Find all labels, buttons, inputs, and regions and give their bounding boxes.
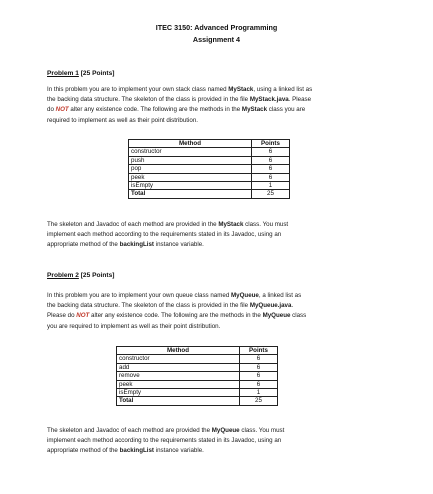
problem2-heading	[47, 271, 114, 280]
points-cell: 6	[252, 173, 290, 181]
text: you are required to implement as well as their point distribution.	[47, 322, 221, 330]
class-name: MyStack	[218, 221, 244, 228]
text: class	[290, 312, 307, 320]
text: required to implement as well as their point distribution.	[47, 116, 198, 124]
table-row	[117, 380, 278, 388]
table-row	[117, 355, 278, 363]
text: implement each method according to the requirements stated in its Javadoc, using an	[47, 437, 282, 445]
points-cell: 1	[240, 389, 278, 397]
method-cell: Total	[129, 190, 252, 198]
problem1-intro	[47, 85, 392, 126]
problem2-intro	[47, 291, 392, 332]
points-cell: 25	[240, 397, 278, 405]
table-row	[129, 165, 290, 173]
problem2-label: Problem 2	[47, 272, 79, 279]
text: The skeleton and Javadoc of each method are provided in the	[47, 221, 219, 228]
column-header-points: Points	[252, 140, 290, 148]
table-row	[117, 372, 278, 380]
method-cell: peek	[117, 380, 240, 388]
emphasis-not: NOT	[76, 312, 90, 320]
method-cell: peek	[129, 173, 252, 181]
text: class you are	[267, 106, 306, 114]
problem2-outro	[47, 426, 392, 457]
problem2-points: [25 Points]	[80, 272, 115, 279]
problem1-points-table	[128, 139, 290, 199]
table-row	[129, 173, 290, 181]
document-title: ITEC 3150: Advanced Programming	[155, 23, 278, 32]
text: . Please	[288, 96, 312, 104]
text: the backing data structure. The skeleton of the class is provided in the file	[47, 302, 250, 310]
table-row	[129, 148, 290, 156]
text: , using a linked list as	[253, 86, 313, 93]
text: appropriate method of the	[47, 241, 120, 249]
text: alter any existence code. The following are the methods in the	[89, 312, 263, 320]
column-header-method: Method	[117, 347, 240, 355]
text: instance variable.	[153, 241, 204, 249]
file-name: MyStack.java	[249, 96, 289, 104]
points-cell: 6	[240, 372, 278, 380]
table-row-total	[129, 190, 290, 198]
table-row	[129, 182, 290, 190]
class-name: MyQueue	[231, 292, 259, 299]
class-name: MyQueue	[211, 427, 240, 434]
text: alter any existence code. The following are the methods in the	[68, 106, 242, 114]
column-header-points: Points	[240, 347, 278, 355]
file-name: MyQueue.java	[249, 302, 292, 310]
text: Please do	[47, 312, 77, 320]
class-name: MyQueue	[262, 312, 291, 320]
method-cell: constructor	[129, 148, 252, 156]
points-cell: 6	[240, 380, 278, 388]
text: class. You must	[243, 221, 289, 228]
points-cell: 1	[252, 182, 290, 190]
document-subtitle: Assignment 4	[192, 35, 241, 44]
column-header-method: Method	[129, 140, 252, 148]
method-cell: pop	[129, 165, 252, 173]
points-cell: 6	[240, 363, 278, 371]
class-name: MyStack	[241, 106, 268, 114]
text: do	[47, 106, 56, 114]
method-cell: constructor	[117, 355, 240, 363]
text: In this problem you are to implement your own queue class named	[47, 292, 232, 299]
problem1-label: Problem 1	[47, 70, 79, 77]
text: .	[291, 302, 294, 310]
variable-name: backingList	[119, 241, 154, 249]
points-cell: 6	[240, 355, 278, 363]
problem1-outro	[47, 220, 392, 251]
table-row	[117, 389, 278, 397]
text: , a linked list as	[258, 292, 302, 299]
emphasis-not: NOT	[55, 106, 69, 114]
table-row	[117, 363, 278, 371]
variable-name: backingList	[119, 447, 154, 455]
method-cell: Total	[117, 397, 240, 405]
class-name: MyStack	[228, 86, 254, 93]
table-row	[129, 156, 290, 164]
points-cell: 6	[252, 148, 290, 156]
points-cell: 6	[252, 165, 290, 173]
text: class. You must	[239, 427, 285, 434]
method-cell: push	[129, 156, 252, 164]
points-cell: 6	[252, 156, 290, 164]
table-row-total	[117, 397, 278, 405]
method-cell: remove	[117, 372, 240, 380]
problem1-heading	[47, 69, 114, 78]
method-cell: isEmpty	[129, 182, 252, 190]
method-cell: add	[117, 363, 240, 371]
problem1-points: [25 Points]	[80, 70, 115, 77]
points-cell: 25	[252, 190, 290, 198]
text: implement each method according to the requirements stated in its Javadoc, using an	[47, 231, 282, 239]
text: appropriate method of the	[47, 447, 120, 455]
text: the backing data structure. The skeleton of the class is provided in the file	[47, 96, 250, 104]
text: instance variable.	[153, 447, 204, 455]
problem2-points-table	[116, 346, 278, 406]
method-cell: isEmpty	[117, 389, 240, 397]
text: In this problem you are to implement your own stack class named	[47, 86, 229, 93]
text: The skeleton and Javadoc of each method are provided the	[47, 427, 212, 434]
